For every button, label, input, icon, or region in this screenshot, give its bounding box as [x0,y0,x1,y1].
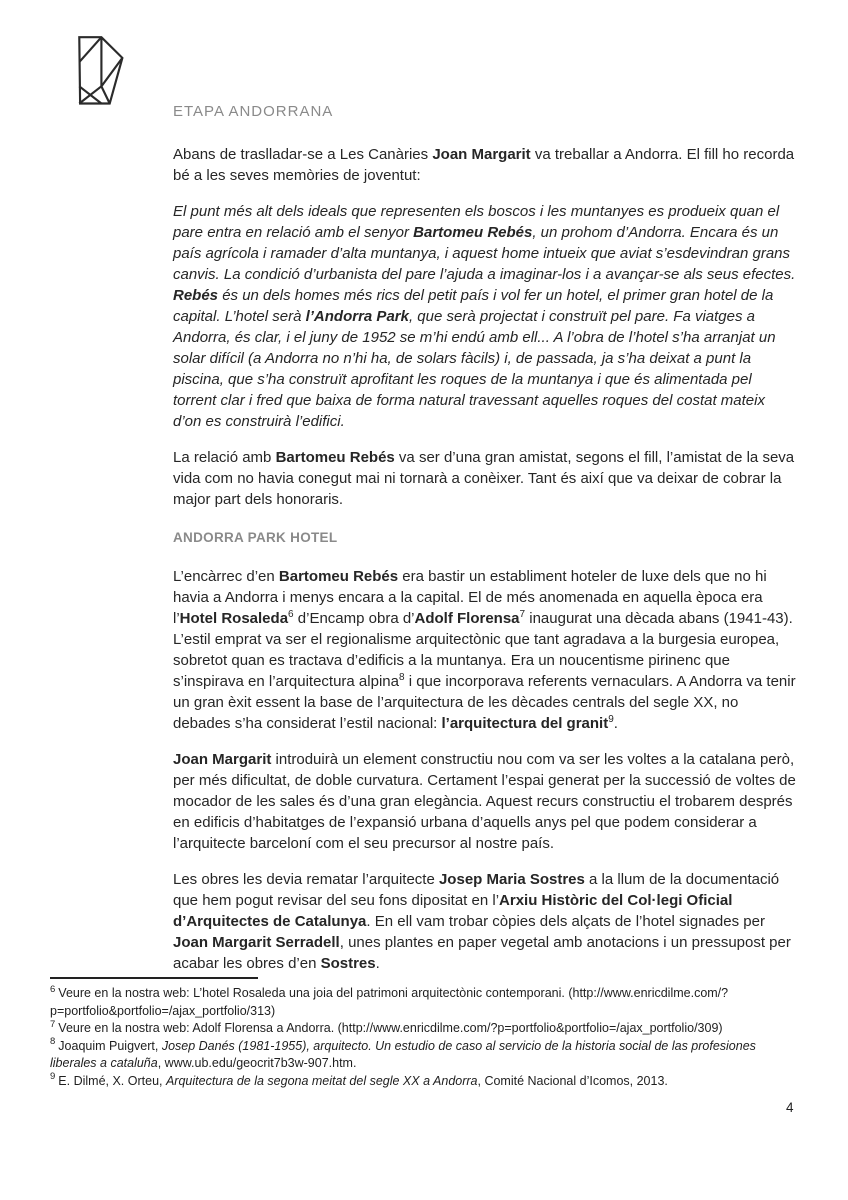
footnotes-section [50,977,798,1090]
page-number: 4 [786,1100,794,1115]
footnote [50,985,798,1020]
footnote-text: E. Dilmé, X. Orteu, Arquitectura de la segona meitat del segle XX a Andorra, Comité Nacional d’Icomos, 2013. [58,1073,668,1088]
sostres-paragraph: Les obres les devia rematar l’arquitecte Josep Maria Sostres a la llum de la documentació que hem pogut revisar del seu fons dipositat en l’Arxiu Històric del Col·legi Oficial d’Arquitectes de Catalunya. En ell vam trobar còpies dels alçats de l’hotel signades per Joan Margarit Serradell, unes plantes en paper vegetal amb anotacions i un pressupost per acabar les obres d’en Sostres. [173,871,791,972]
faceted-d-logo-icon [71,29,129,115]
footnote-text: Veure en la nostra web: L’hotel Rosaleda una joia del patrimoni arquitectònic contemporani. (http://www.enricdilme.com/?p=portfolio&portfolio=/ajax_portfolio/313) [50,986,729,1018]
footnote-marker: 9 [50,1071,56,1083]
document-body [173,103,797,989]
memoir-quote-paragraph: El punt més alt dels ideals que representen els boscos i les muntanyes es produeix quan el pare entra en relació amb el senyor Bartomeu Rebés, un prohom d’Andorra. Encara és un país agrícola i ramader d’alta muntanya, i aquest home intueix que aviat s’esdevindran grans canvis. La condició d’urbanista del pare l’ajuda a imaginar-los i a avançar-se als seus efectes. Rebés és un dels homes més rics del petit país i vol fer un hotel, el primer gran hotel de la capital. L’hotel serà l’Andorra Park, que serà projectat i construït pel pare. Fa viatges a Andorra, és clar, i el juny de 1952 se m’hi endú amb ell... A l’obra de l’hotel s’ha arranjat un solar difícil (a Andorra no n’hi ha, de solars fàcils) i, de passada, ja s’ha deixat a punt la piscina, que s’ha construït aprofitant les roques de la muntanya i que és alimentada pel torrent clar i fred que baixa de forma natural travessant aquelles roques del costat mateix d’on es construirà l’edifici. [173,203,796,430]
footnote [50,1073,798,1091]
footnote-marker: 7 [50,1018,56,1030]
vaults-paragraph: Joan Margarit introduirà un element constructiu nou com va ser les voltes a la catalana però, per més dificultat, de doble curvatura. Certament l’espai generat per la successió de voltes de mocador de les sales és d’una gran elegància. Aquest recurs constructiu el trobarem després en edificis d’habitatges de l’expansió urbana d’aquells anys pel que podem considerar a l’arquitecte barceloní com el seu precursor al nostre país. [173,751,796,852]
footnote-marker: 8 [50,1036,56,1048]
intro-paragraph: Abans de traslladar-se a Les Canàries Joan Margarit va treballar a Andorra. El fill ho recorda bé a les seves memòries de joventut: [173,146,795,184]
footnote-text: Veure en la nostra web: Adolf Florensa a Andorra. (http://www.enricdilme.com/?p=portfolio&portfolio=/ajax_portfolio/309) [58,1021,723,1035]
footnote-separator [50,977,258,979]
friendship-paragraph: La relació amb Bartomeu Rebés va ser d’una gran amistat, segons el fill, l’amistat de la seva vida com no havia conegut mai ni tornarà a conèixer. Tant és així que va deixar de cobrar la major part dels honoraris. [173,449,795,508]
section-heading: ETAPA ANDORRANA [173,103,334,120]
commission-paragraph: L’encàrrec d’en Bartomeu Rebés era bastir un establiment hoteler de luxe dels que no hi havia a Andorra i menys encara a la capital. El de més anomenada en aquella època era l’Hotel Rosaleda$^6$ d’Encamp obra d’Adolf Florensa$^7$ inaugurat una dècada abans (1941-43). L’estil emprat va ser el regionalisme arquitectònic que tant agradava a la burgesia europea, sobretot quan es tractava d’edificis a la muntanya. Era un noucentisme pirinenc que s’inspirava en l’arquitectura alpina$^8$ i que incorporava referents vernaculars. A Andorra va tenir un gran èxit essent la base de l’arquitectura de les dècades centrals del segle XX, no debades s’ha considerat l’estil nacional: l’arquitectura del granit$^9$. [173,568,796,732]
footnote [50,1020,798,1038]
publisher-logo [71,29,129,115]
footnote [50,1038,798,1073]
subsection-heading: ANDORRA PARK HOTEL [173,530,338,545]
footnote-text: Joaquim Puigvert, Josep Danés (1981-1955), arquitecto. Un estudio de caso al servicio de la historia social de las profesiones liberales a cataluña, www.ub.edu/geocrit7b3w-907.htm. [50,1038,756,1070]
footnote-marker: 6 [50,983,56,995]
